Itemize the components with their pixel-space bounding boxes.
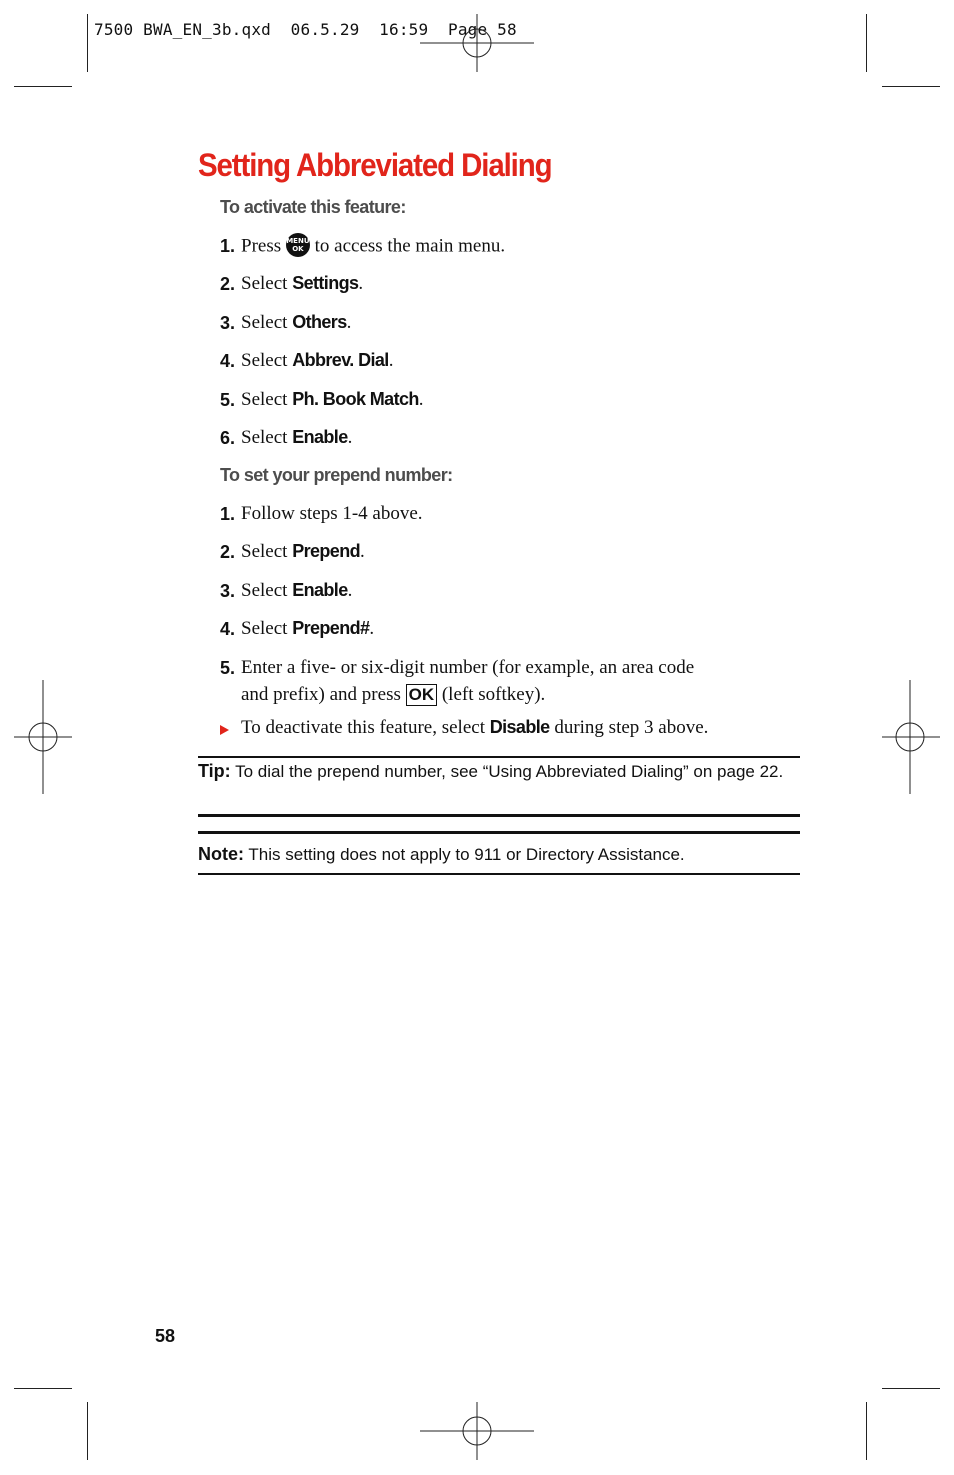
menu-option: Prepend# <box>292 618 370 638</box>
step-text: . <box>346 312 352 333</box>
step-number: 2. <box>220 274 236 294</box>
step-text: and prefix) and press <box>241 684 406 705</box>
step-number: 1. <box>220 504 236 524</box>
note-box <box>198 841 798 868</box>
step-text: Select <box>241 541 293 562</box>
step-text: . <box>358 273 364 294</box>
step-text: . <box>369 618 375 639</box>
bullet-text: during step 3 above. <box>549 717 709 738</box>
note-bottom-rule <box>198 873 800 875</box>
menu-option: Disable <box>489 717 550 737</box>
step-text: Select <box>241 273 293 294</box>
step-text: (left softkey). <box>437 684 546 705</box>
menu-ok-key-icon: MENU OK <box>286 233 310 257</box>
bullet-text: To deactivate this feature, select <box>241 717 490 738</box>
step-text: Select <box>241 580 293 601</box>
step-number: 3. <box>220 581 236 601</box>
step-text: . <box>347 427 353 448</box>
step-number: 2. <box>220 542 236 562</box>
step-number: 1. <box>220 236 236 256</box>
step-text: Select <box>241 618 293 639</box>
step-number: 4. <box>220 619 236 639</box>
menu-option: Prepend <box>292 541 361 561</box>
step-number: 5. <box>220 390 236 410</box>
step-number: 5. <box>220 658 236 678</box>
step-text: Select <box>241 427 293 448</box>
bullet-arrow-icon <box>220 725 229 735</box>
prepend-section-label: To set your prepend number: <box>220 465 453 485</box>
menu-option: Enable <box>292 427 348 447</box>
step-number: 4. <box>220 351 236 371</box>
step-text: . <box>388 350 394 371</box>
note-label: Note: <box>198 844 244 864</box>
step-text: . <box>418 389 424 410</box>
tip-label: Tip: <box>198 761 231 781</box>
menu-option: Abbrev. Dial <box>292 350 389 370</box>
tip-text: To dial the prepend number, see “Using Abbreviated Dialing” on page 22. <box>230 762 784 781</box>
step-text: Select <box>241 350 293 371</box>
step-text: to access the main menu. <box>309 235 506 257</box>
step-text: Follow steps 1-4 above. <box>241 503 423 524</box>
step-number: 6. <box>220 428 236 448</box>
page-number: 58 <box>155 1326 176 1346</box>
step-text: Select <box>241 389 293 410</box>
menu-option: Settings <box>292 273 359 293</box>
step-number: 3. <box>220 313 236 333</box>
tip-bottom-rule <box>198 814 800 817</box>
note-top-rule <box>198 831 800 834</box>
tip-box <box>198 758 798 785</box>
menu-option: Enable <box>292 580 348 600</box>
page-title: Setting Abbreviated Dialing <box>198 147 552 183</box>
step-text: Select <box>241 312 293 333</box>
ok-softkey-icon: OK <box>406 684 438 706</box>
step-text: . <box>347 580 353 601</box>
menu-option: Ph. Book Match <box>292 389 419 409</box>
step-text-line-1: Enter a five- or six-digit number (for example, an area code <box>241 657 695 678</box>
note-text: This setting does not apply to 911 or Directory Assistance. <box>244 845 685 864</box>
print-slug: 7500 BWA_EN_3b.qxd 06.5.29 16:59 Page 58 <box>94 20 517 39</box>
step-text: Press <box>241 235 286 257</box>
step-text: . <box>360 541 365 562</box>
menu-option: Others <box>292 312 347 332</box>
activate-section-label: To activate this feature: <box>220 197 406 217</box>
